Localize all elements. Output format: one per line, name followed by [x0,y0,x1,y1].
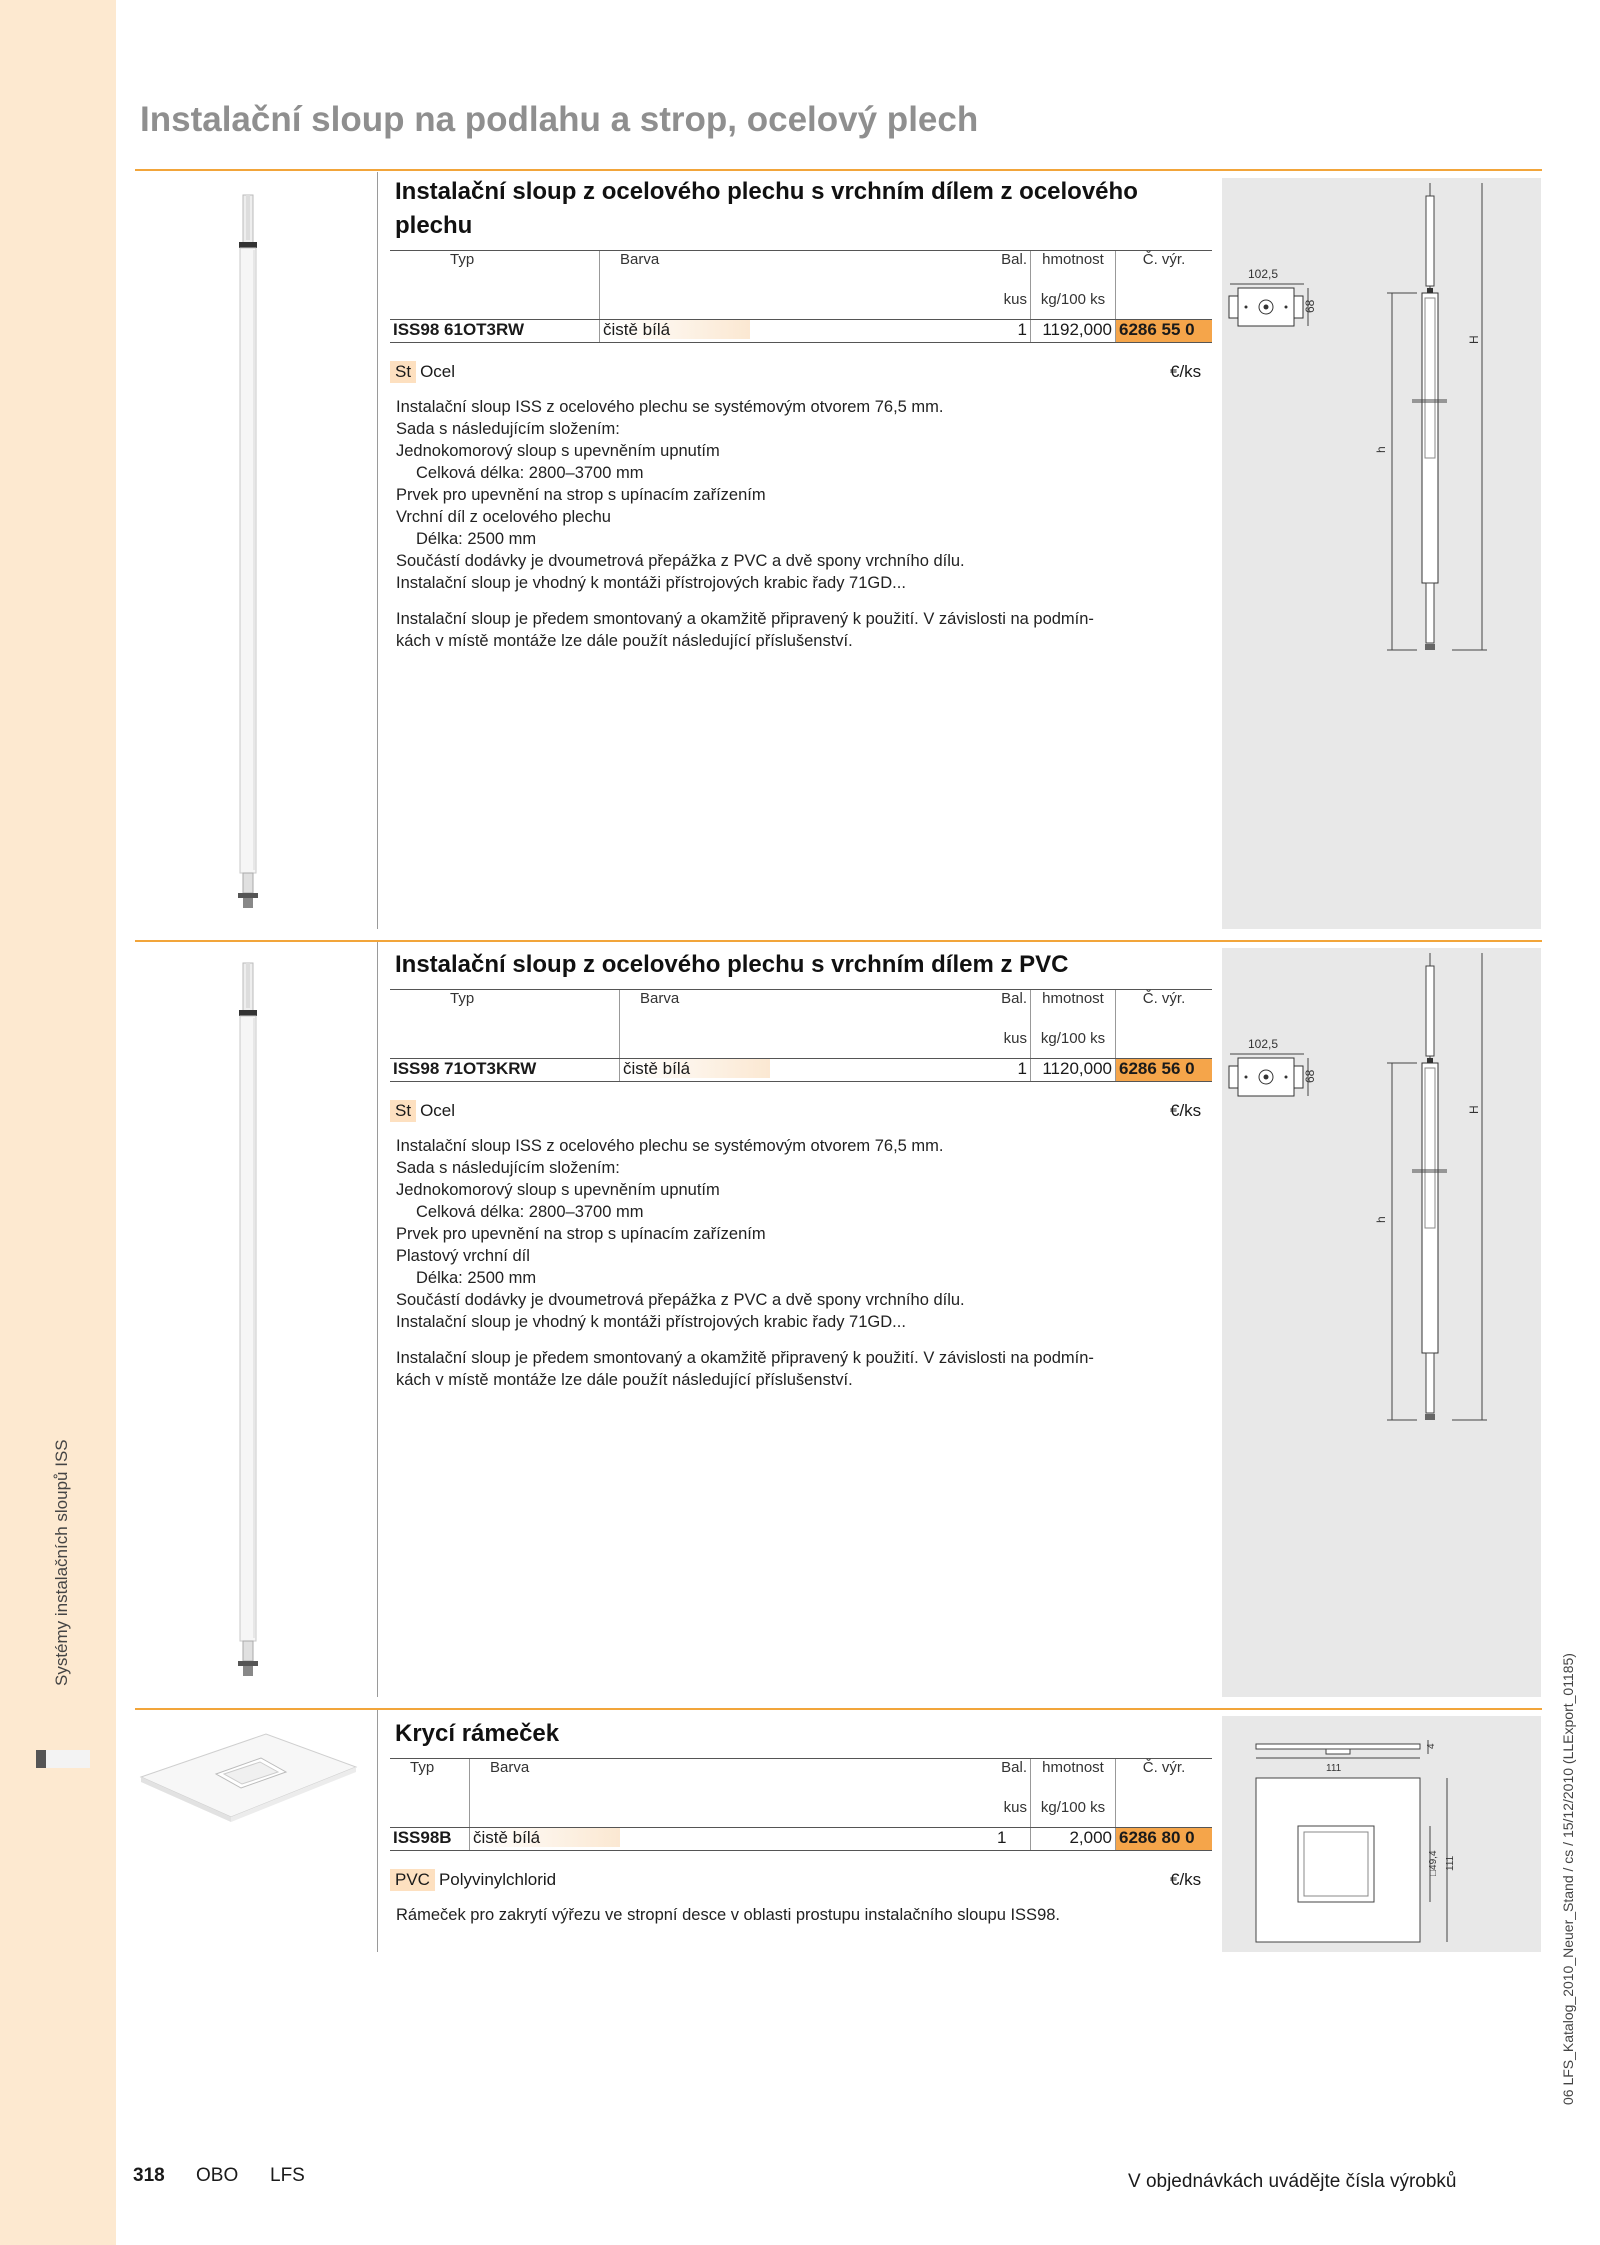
col-bal-header: Bal. [994,251,1031,292]
description-line: Prvek pro upevnění na strop s upínacím zařízením [396,1225,766,1243]
product-description [396,396,1216,652]
description-line: Součástí dodávky je dvoumetrová přepážka z PVC a dvě spony vrchního dílu. [396,1291,965,1309]
description-line: Sada s následujícím složením: [396,420,620,438]
product-color: čistě bílá [603,320,750,339]
product-package: 1 [994,1059,1031,1082]
material-name: Ocel [420,1101,456,1120]
product-image-cover-frame [136,1722,361,1832]
description-line: Délka: 2500 mm [416,530,537,548]
description-line: Rámeček pro zakrytí výřezu ve stropní desce v oblasti prostupu instalačního sloupu ISS98. [396,1906,1061,1924]
col-hmotnost-unit: kg/100 ks [1031,291,1116,320]
material-code: St [390,1100,416,1122]
technical-drawing-panel [1222,948,1541,1697]
dim-111-side: 111 [1445,1855,1456,1871]
col-typ-header: Typ [390,1759,470,1800]
table-row [390,1059,1212,1082]
col-bal-unit: kus [994,1799,1031,1828]
product-type: ISS98 71OT3KRW [390,1059,620,1082]
price-unit: €/ks [1170,1870,1202,1889]
description-line: kách v místě montáže lze dále použít následující příslušenství. [396,632,853,650]
table-row [390,1828,1212,1851]
product-description [396,1135,1216,1391]
col-hmotnost-unit: kg/100 ks [1031,1799,1116,1828]
table-row [390,320,1212,343]
product-number: 6286 55 0 [1116,320,1213,343]
page-number: 318 [133,2165,165,2186]
product-color: čistě bílá [473,1828,620,1847]
col-cislo-header: Č. výr. [1116,990,1213,1031]
footer-note: V objednávkách uvádějte čísla výrobků [1128,2171,1457,2192]
technical-drawing [1222,948,1541,1697]
product-weight: 1192,000 [1031,320,1116,343]
product-color: čistě bílá [623,1059,770,1078]
product-number: 6286 80 0 [1116,1828,1213,1851]
description-line: kách v místě montáže lze dále použít následující příslušenství. [396,1371,853,1389]
dim-depth: 68 [1303,299,1317,313]
dim-h: h [1374,446,1388,453]
product-description [396,1904,1216,1926]
section-title: Instalační sloup z ocelového plechu s vrchním dílem z ocelového plechu [395,178,1138,239]
description-line: Celková délka: 2800–3700 mm [416,1203,644,1221]
section-rule [135,940,1542,942]
dim-4: 4 [1426,1743,1437,1749]
section-title: Instalační sloup z ocelového plechu s vrchním dílem z PVC [395,951,1069,978]
technical-drawing-panel [1222,1716,1541,1952]
col-hmotnost-header: hmotnost [1031,1759,1116,1800]
product-image-steel-column [225,190,285,915]
col-hmotnost-unit: kg/100 ks [1031,1030,1116,1059]
product-package: 1 [994,1828,1031,1851]
description-line: Prvek pro upevnění na strop s upínacím zařízením [396,486,766,504]
footer-division: LFS [270,2165,305,2186]
dim-depth: 68 [1303,1069,1317,1083]
section-rule [135,1708,1542,1710]
description-line: Součástí dodávky je dvoumetrová přepážka z PVC a dvě spony vrchního dílu. [396,552,965,570]
product-table [390,989,1212,1082]
dim-111-top: 111 [1326,1763,1342,1774]
section-divider-line [377,1710,378,1952]
description-line: Instalační sloup ISS z ocelového plechu se systémovým otvorem 76,5 mm. [396,1137,944,1155]
product-weight: 1120,000 [1031,1059,1116,1082]
description-line: Jednokomorový sloup s upevněním upnutím [396,442,720,460]
material-row [390,1100,455,1122]
product-table [390,250,1212,343]
product-table [390,1758,1212,1851]
product-image-pvc-column [225,958,285,1683]
chapter-marker [36,1750,90,1768]
description-line: Plastový vrchní díl [396,1247,530,1265]
product-weight: 2,000 [1031,1828,1116,1851]
section-divider-line [377,172,378,929]
product-number: 6286 56 0 [1116,1059,1213,1082]
dim-hole: □49,4 [1428,1850,1439,1876]
description-line: Instalační sloup je vhodný k montáži přístrojových krabic řady 71GD... [396,1313,906,1331]
description-line: Sada s následujícím složením: [396,1159,620,1177]
description-line: Délka: 2500 mm [416,1269,537,1287]
description-line: Instalační sloup je předem smontovaný a okamžitě připravený k použití. V závislosti na podmín- [396,610,1094,628]
col-cislo-header: Č. výr. [1116,1759,1213,1800]
product-type: ISS98B [390,1828,470,1851]
page-title: Instalační sloup na podlahu a strop, ocelový plech [140,100,979,139]
col-bal-unit: kus [994,1030,1031,1059]
col-barva-header: Barva [470,1759,995,1800]
material-row [390,1869,556,1891]
col-bal-header: Bal. [994,1759,1031,1800]
dim-h: h [1374,1216,1388,1223]
col-barva-header: Barva [600,251,995,292]
technical-drawing-panel [1222,178,1541,929]
material-name: Ocel [420,362,456,381]
dim-H: H [1467,1105,1481,1114]
section-title: Krycí rámeček [395,1720,560,1747]
price-unit: €/ks [1170,362,1202,381]
material-code: PVC [390,1869,435,1891]
col-bal-header: Bal. [994,990,1031,1031]
col-typ-header: Typ [390,990,620,1031]
description-line: Instalační sloup je předem smontovaný a okamžitě připravený k použití. V závislosti na podmín- [396,1349,1094,1367]
col-bal-unit: kus [994,291,1031,320]
technical-drawing [1222,178,1541,929]
description-line: Celková délka: 2800–3700 mm [416,464,644,482]
description-line: Jednokomorový sloup s upevněním upnutím [396,1181,720,1199]
document-reference-label: 06 LFS_Katalog_2010_Neuer_Stand / cs / 15/12/2010 (LLExport_01185) [1560,1653,1576,2105]
description-line: Instalační sloup je vhodný k montáži přístrojových krabic řady 71GD... [396,574,906,592]
side-chapter-label: Systémy instalačních sloupů ISS [52,1439,71,1686]
col-hmotnost-header: hmotnost [1031,990,1116,1031]
col-barva-header: Barva [620,990,995,1031]
section-divider-line [377,942,378,1697]
product-package: 1 [994,320,1031,343]
left-color-band [0,0,116,2245]
col-cislo-header: Č. výr. [1116,251,1213,292]
dim-width: 102,5 [1248,267,1279,281]
dim-H: H [1467,335,1481,344]
dim-width: 102,5 [1248,1037,1279,1051]
material-code: St [390,361,416,383]
description-line: Instalační sloup ISS z ocelového plechu se systémovým otvorem 76,5 mm. [396,398,944,416]
material-row [390,361,455,383]
material-name: Polyvinylchlorid [438,1870,557,1889]
footer-brand: OBO [196,2165,239,2186]
col-typ-header: Typ [390,251,600,292]
description-line: Vrchní díl z ocelového plechu [396,508,611,526]
technical-drawing [1222,1716,1541,1952]
price-unit: €/ks [1170,1101,1202,1120]
col-hmotnost-header: hmotnost [1031,251,1116,292]
product-type: ISS98 61OT3RW [390,320,600,343]
title-rule [135,169,1542,171]
